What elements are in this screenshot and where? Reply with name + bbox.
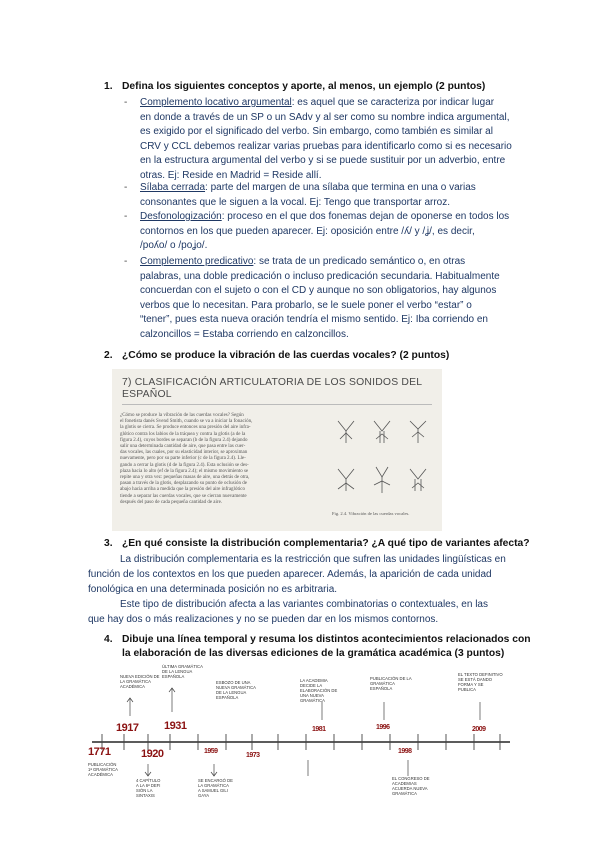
timeline-note: PUBLICACIÓN DE LA GRAMÁTICA ESPAÑOLA bbox=[370, 676, 412, 691]
textbook-line: tiende a separar las cuerdas vocales, que se cierran nuevamente bbox=[120, 493, 247, 499]
textbook-line: abajo hacia arriba a medida que la presión del aire infraglótico bbox=[120, 487, 245, 493]
divider bbox=[122, 404, 432, 405]
textbook-line: plaza hacia lo alto (ef de la figura 2.4); el mismo movimiento se bbox=[120, 468, 249, 474]
timeline-year: 1998 bbox=[398, 748, 412, 755]
textbook-line: das vocales, las cuales, por su elasticidad interior, se aproximan bbox=[120, 450, 248, 456]
definition-line: : es aquel que se caracteriza por indicar lugar bbox=[291, 97, 495, 108]
definition-item bbox=[124, 210, 524, 255]
vocal-cord-diagram bbox=[374, 467, 390, 493]
paragraph-line: que hay dos o más realizaciones y no se pueden dar en los mismos contornos. bbox=[88, 614, 439, 626]
definition-line: concuerdan con el sujeto o con el CD y aunque no son obligatorios, hay algunos bbox=[140, 285, 497, 297]
definition-line: : proceso en el que dos fonemas dejan de oponerse en todos los bbox=[221, 211, 510, 222]
timeline-note: EL TEXTO DEFINITIVO SE ESTÁ DANDO FORMA Y SE PUBLICA bbox=[458, 672, 503, 692]
paragraph-line: La distribución complementaria es la restricción que sufren las unidades lingüísticas en bbox=[120, 554, 506, 565]
textbook-line: figura 2.4), cuyos bordes se separan (b de la figura 2.4) dejando bbox=[120, 437, 248, 443]
definition-line: CRV y CCL debemos realizar varias pruebas para identificarlo como si es necesario bbox=[140, 140, 512, 152]
textbook-line: ¿Cómo se produce la vibración de las cuerdas vocales? Según bbox=[120, 413, 244, 418]
paragraph-line: Este tipo de distribución afecta a las variantes combinatorias o contextuales, en las bbox=[120, 599, 488, 610]
vocal-cord-diagram bbox=[338, 421, 354, 443]
vocal-cord-diagram bbox=[410, 469, 426, 491]
paragraph-line: función de los contextos en los que pueden aparecer. Además, la aparición de cada unidad bbox=[88, 569, 492, 581]
definition-line: “tener”, pues esta nueva oración tendría el mismo sentido. Ej: Iba corriendo en bbox=[140, 314, 488, 326]
vocal-cord-diagram bbox=[338, 469, 354, 491]
textbook-line: salir una determinada cantidad de aire, que pasa entre las cuer- bbox=[120, 444, 246, 450]
textbook-excerpt-image bbox=[112, 369, 442, 531]
timeline-note: ESBOZO DE UNA NUEVA GRAMÁTICA DE LA LENGUA ESPAÑOLA bbox=[216, 680, 256, 700]
definition-line: /poʎo/ o /poʝo/. bbox=[140, 240, 208, 252]
definition-line: contornos en los que pueden aparecer. Ej: oposición entre /ʎ/ y /ʝ/, es decir, bbox=[140, 225, 475, 237]
textbook-line: después del paso de cada pequeña cantidad de aire. bbox=[120, 499, 223, 505]
timeline-note: SE ENCARGÓ DE LA GRAMÁTICA A SAMUEL GILI GAYA bbox=[198, 778, 233, 798]
textbook-heading-line: ESPAÑOL bbox=[122, 389, 172, 400]
answer-paragraph bbox=[88, 597, 520, 627]
definition-term: Complemento locativo argumental bbox=[140, 97, 292, 108]
list-dash: - bbox=[124, 211, 128, 222]
definition-line: verbos que lo necesitan. Para probarlo, se le suele poner el verbo “estar” o bbox=[140, 299, 472, 311]
timeline-year: 1931 bbox=[164, 720, 187, 732]
timeline-note: EL CONGRESO DE ACADEMIAS ACUERDA NUEVA GRAMÁTICA bbox=[392, 776, 430, 796]
textbook-body bbox=[120, 413, 314, 506]
textbook-heading-line: 7) CLASIFICACIÓN ARTICULATORIA DE LOS SONIDOS DEL bbox=[122, 377, 423, 388]
definition-line: : parte del margen de una sílaba que termina en una o varias bbox=[205, 182, 476, 193]
timeline-year: 1996 bbox=[376, 724, 390, 731]
timeline-note: LA ACADEMIA DECIDE LA ELABORACIÓN DE UNA NUEVA GRAMÁTICA bbox=[300, 678, 338, 703]
paragraph-line: fonológica en una determinada posición no es arbitraria. bbox=[88, 584, 338, 596]
list-dash: - bbox=[124, 256, 128, 267]
question-number: 1. bbox=[104, 81, 113, 92]
figure-caption: Fig. 2.4. Vibración de las cuerdas vocales. bbox=[332, 511, 410, 516]
question-number: 3. bbox=[104, 538, 113, 549]
timeline-year: 2009 bbox=[472, 726, 486, 733]
definition-line: en la estructura argumental del verbo y si se puede sustituir por un adverbio, entre bbox=[140, 155, 506, 167]
definition-line: otras. Ej: Reside en Madrid = Reside allí. bbox=[140, 169, 322, 181]
vocal-cord-diagram bbox=[374, 421, 390, 443]
timeline-note: PUBLICACIÓN 1ª GRAMÁTICA ACADÉMICA bbox=[88, 762, 118, 777]
definition-item bbox=[124, 96, 524, 184]
timeline-year: 1771 bbox=[88, 746, 111, 758]
answer-paragraph bbox=[88, 552, 520, 598]
handwritten-timeline-image bbox=[86, 664, 516, 819]
definition-term: Desfonologización bbox=[140, 211, 222, 222]
list-dash: - bbox=[124, 97, 128, 108]
definition-term: Sílaba cerrada bbox=[140, 182, 206, 193]
definition-item bbox=[124, 255, 524, 345]
question-title-line: la elaboración de las diversas ediciones de la gramática académica (3 puntos) bbox=[122, 648, 505, 659]
timeline-year: 1981 bbox=[312, 726, 326, 733]
question-title-line: Dibuje una línea temporal y resuma los distintos acontecimientos relacionados con bbox=[122, 634, 531, 645]
timeline-year: 1920 bbox=[141, 748, 164, 760]
definition-line: calzoncillos = Estaba corriendo en calzoncillos. bbox=[140, 328, 349, 340]
question-number: 2. bbox=[104, 350, 113, 361]
list-dash: - bbox=[124, 182, 128, 193]
question-title: ¿En qué consiste la distribución complementaria? ¿A qué tipo de variantes afecta? bbox=[122, 538, 530, 549]
textbook-line: la glotis se cierra. Se produce entonces una presión del aire infra- bbox=[120, 425, 251, 431]
textbook-line: repite una y otra vez: pequeñas masas de aire, una detrás de otra, bbox=[120, 475, 250, 481]
textbook-line: gando a cerrar la glotis (d de la figura 2.4). Esta oclusión se des- bbox=[120, 462, 249, 468]
textbook-line: glótico contra los labios de la tráquea y contra la glotis (a de la bbox=[120, 431, 246, 437]
textbook-line: el fonetista danés Svend Smith, cuando se va a iniciar la fonación, bbox=[120, 419, 253, 425]
question-number: 4. bbox=[104, 634, 113, 645]
textbook-heading bbox=[122, 377, 437, 401]
question-title: Defina los siguientes conceptos y aporte, al menos, un ejemplo (2 puntos) bbox=[122, 81, 486, 92]
definition-item bbox=[124, 181, 524, 211]
textbook-line: nuevamente, pero por su parte inferior (c de la figura 2.4). Lle- bbox=[120, 456, 246, 462]
timeline-year: 1973 bbox=[246, 752, 260, 759]
definition-line: consonantes que le siguen a la vocal. Ej: Tengo que transportar arroz. bbox=[140, 196, 451, 208]
definition-line: palabras, una doble predicación o incluso predicación secundaria. Habitualmente bbox=[140, 270, 500, 282]
definition-term: Complemento predicativo bbox=[140, 256, 254, 267]
definition-line: es exigido por el significado del verbo. Sin embargo, como también es similar al bbox=[140, 126, 493, 138]
timeline-year: 1959 bbox=[204, 748, 218, 755]
textbook-line: pasan a través de la glotis, desplazando su punto de oclusión de bbox=[120, 481, 247, 487]
vocal-cords-figure bbox=[332, 413, 437, 508]
timeline-note: 4 CAPÍTULO A LA 6ª DEFI SIÓN LA SINTAXIS bbox=[136, 778, 161, 798]
question-title: ¿Cómo se produce la vibración de las cuerdas vocales? (2 puntos) bbox=[122, 350, 450, 361]
definition-line: : se trata de un predicado semántico o, en otras bbox=[253, 256, 466, 267]
vocal-cord-diagram bbox=[410, 421, 426, 443]
timeline-note: NUEVA EDICIÓN DE LA GRAMÁTICA ACADÉMICA bbox=[120, 674, 160, 689]
definition-line: en donde a través de un SP o un SAdv y al ser como su nombre indica argumental, bbox=[140, 111, 510, 123]
timeline-note: ÚLTIMA GRAMÁTICA DE LA LENGUA ESPAÑOLA bbox=[162, 664, 203, 679]
timeline-year: 1917 bbox=[116, 722, 139, 734]
